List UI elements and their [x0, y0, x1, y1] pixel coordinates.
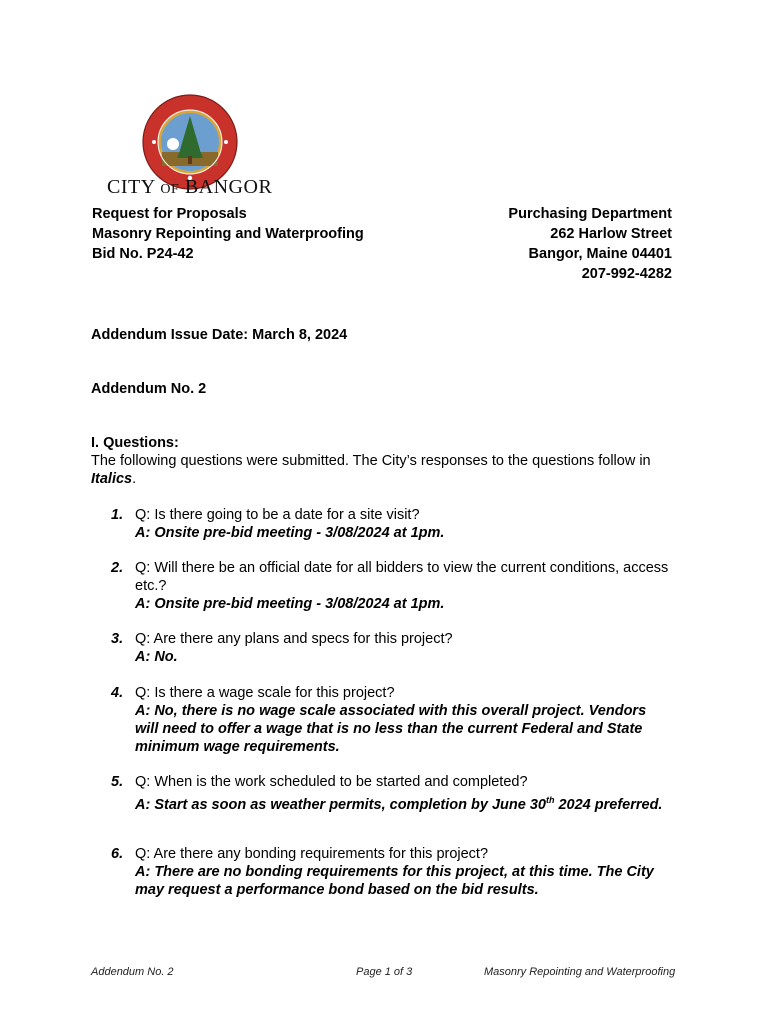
answer-text: A: Onsite pre-bid meeting - 3/08/2024 at 1pm. [135, 596, 445, 612]
street-address: 262 Harlow Street [550, 226, 672, 242]
city-wordmark: CITY OF BANGOR [107, 176, 273, 198]
answer-text: A: Start as soon as weather permits, completion by June 30th 2024 preferred. [135, 795, 663, 813]
qa-item-1: 1. Q: Is there going to be a date for a site visit? A: Onsite pre-bid meeting - 3/08/2024 at 1pm. [111, 506, 671, 542]
questions-section [91, 434, 691, 488]
rfp-header-left [92, 204, 364, 264]
answer-text: A: There are no bonding requirements for this project, at this time. The City may request a performance bond based on the bid results. [135, 864, 654, 898]
footer-page-number: Page 1 of 3 [356, 966, 413, 978]
question-text: Q: Are there any plans and specs for this project? [135, 631, 453, 647]
bid-number: Bid No. P24-42 [92, 246, 194, 262]
answer-text: A: Onsite pre-bid meeting - 3/08/2024 at 1pm. [135, 525, 445, 541]
answer-text: A: No, there is no wage scale associated with this overall project. Vendors will need to offer a wage that is no less than the current Federal and State minimum wage requirements. [135, 703, 647, 755]
qa-item-5: 5. Q: When is the work scheduled to be started and completed? A: Start as soon as weather permits, completion by June 30th 2024 preferred. [111, 773, 671, 814]
rfp-type: Request for Proposals [92, 206, 247, 222]
qa-item-3: 3. Q: Are there any plans and specs for this project? A: No. [111, 630, 671, 666]
city-state-zip: Bangor, Maine 04401 [528, 246, 672, 262]
footer-addendum: Addendum No. 2 [91, 966, 174, 978]
department-name: Purchasing Department [508, 206, 672, 222]
qa-item-2: 2. Q: Will there be an official date for all bidders to view the current conditions, access etc.? A: Onsite pre-bid meeting - 3/08/2024 at 1pm. [111, 559, 671, 613]
answer-text: A: No. [135, 649, 178, 665]
project-title: Masonry Repointing and Waterproofing [92, 226, 364, 242]
question-text: Q: Will there be an official date for all bidders to view the current conditions, access etc.? [135, 560, 669, 594]
qa-item-4: 4. Q: Is there a wage scale for this project? A: No, there is no wage scale associated with this overall project. Vendors will need to offer a wage that is no less than the current Federal and State minimum wage requirements. [111, 684, 671, 756]
addendum-number: Addendum No. 2 [91, 381, 207, 397]
qa-item-6: 6. Q: Are there any bonding requirements for this project? A: There are no bonding requirements for this project, at this time. The City may request a performance bond based on the bid results. [111, 845, 671, 899]
footer-project-title: Masonry Repointing and Waterproofing [484, 966, 676, 978]
department-address [508, 204, 672, 284]
question-text: Q: Is there a wage scale for this project? [135, 685, 395, 701]
question-text: Q: Is there going to be a date for a site visit? [135, 507, 420, 523]
section-title: I. Questions: [91, 435, 179, 451]
addendum-issue-date: Addendum Issue Date: March 8, 2024 [91, 327, 348, 343]
phone-number: 207-992-4282 [581, 266, 672, 282]
question-text: Q: Are there any bonding requirements for this project? [135, 846, 489, 862]
question-text: Q: When is the work scheduled to be started and completed? [135, 774, 528, 790]
section-intro: The following questions were submitted. The City’s responses to the questions follow in Italics. [91, 453, 651, 487]
